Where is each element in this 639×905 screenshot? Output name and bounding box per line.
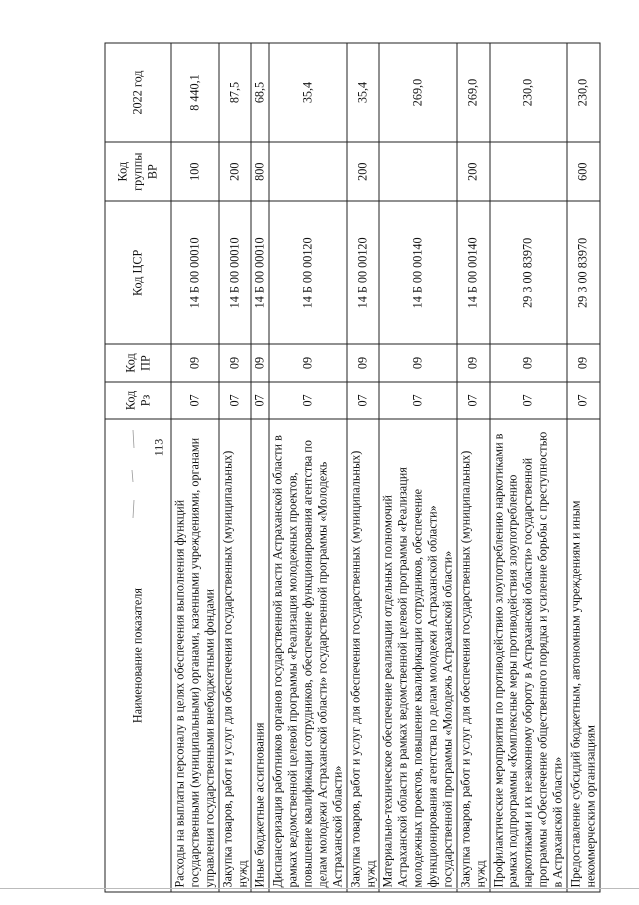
row-pr: 09 [171, 344, 219, 381]
row-pr: 09 [490, 344, 567, 381]
row-vr [490, 142, 567, 201]
row-amount: 230,0 [567, 43, 600, 142]
row-amount: 8 440,1 [171, 43, 219, 142]
row-vr [269, 142, 346, 201]
row-name: Расходы на выплаты персоналу в целях обеспечения выполнения функций государственными (муниципальными) органами, казенными учреждениями, органами управления государственными внебюджетными фондами [171, 419, 219, 892]
row-amount: 269,0 [379, 43, 456, 142]
row-rz: 07 [567, 381, 600, 418]
row-rz: 07 [379, 381, 456, 418]
table-header-row [105, 43, 171, 892]
budget-table [105, 42, 601, 892]
header-vr: Код группы ВР [105, 142, 171, 201]
row-rz: 07 [171, 381, 219, 418]
table-row [567, 43, 600, 892]
row-vr: 200 [219, 142, 252, 201]
row-amount: 35,4 [269, 43, 346, 142]
row-name: Иные бюджетные ассигнования [251, 419, 269, 892]
row-pr: 09 [347, 344, 380, 381]
row-amount: 230,0 [490, 43, 567, 142]
row-vr: 200 [347, 142, 380, 201]
row-amount: 35,4 [347, 43, 380, 142]
table-row [457, 43, 490, 892]
row-rz: 07 [269, 381, 346, 418]
row-csr: 29 3 00 83970 [490, 201, 567, 344]
header-rz: Код Рз [105, 381, 171, 418]
row-name: Профилактические мероприятия по противодействию злоупотреблению наркотиками в рамках подпрограммы «Комплексные меры противодействия злоупотреблению наркотиками и их незаконному обороту в Астраханской области» государственной программы «Обеспечение общественного порядка и усиление борьбы с преступностью в Астраханской области» [490, 419, 567, 892]
row-pr: 09 [269, 344, 346, 381]
row-csr: 14 Б 00 00010 [171, 201, 219, 344]
row-vr: 200 [457, 142, 490, 201]
row-name: Закупка товаров, работ и услуг для обеспечения государственных (муниципальных) нужд [457, 419, 490, 892]
row-name: Диспансеризация работников органов государственной власти Астраханской области в рамках ведомственной целевой программы «Реализация молодежных проектов, повышение квалификации сотрудников, обеспечение функционирования агентства по делам молодежи Астраханской области» государственной программы «Молодежь Астраханской области» [269, 419, 346, 892]
table-row [347, 43, 380, 892]
row-csr: 14 Б 00 00140 [457, 201, 490, 344]
row-csr: 14 Б 00 00120 [347, 201, 380, 344]
row-vr: 600 [567, 142, 600, 201]
row-name: Закупка товаров, работ и услуг для обеспечения государственных (муниципальных) нужд [219, 419, 252, 892]
row-amount: 68,5 [251, 43, 269, 142]
header-pr: Код ПР [105, 344, 171, 381]
row-rz: 07 [219, 381, 252, 418]
row-vr: 100 [171, 142, 219, 201]
row-rz: 07 [490, 381, 567, 418]
row-rz: 07 [457, 381, 490, 418]
row-pr: 09 [457, 344, 490, 381]
table-row [269, 43, 346, 892]
row-name: Предоставление субсидий бюджетным, автономным учреждениям и иным некоммерческим организациям [567, 419, 600, 892]
table-row [379, 43, 456, 892]
row-rz: 07 [347, 381, 380, 418]
table-row [219, 43, 252, 892]
page-number: 113 [151, 438, 166, 457]
row-pr: 09 [251, 344, 269, 381]
row-csr: 14 Б 00 00010 [219, 201, 252, 344]
header-year: 2022 год [105, 43, 171, 142]
row-name: Закупка товаров, работ и услуг для обеспечения государственных (муниципальных) нужд [347, 419, 380, 892]
table-row [171, 43, 219, 892]
row-csr: 14 Б 00 00140 [379, 201, 456, 344]
row-vr: 800 [251, 142, 269, 201]
row-vr [379, 142, 456, 201]
row-rz: 07 [251, 381, 269, 418]
row-csr: 14 Б 00 00120 [269, 201, 346, 344]
row-pr: 09 [219, 344, 252, 381]
table-row [251, 43, 269, 892]
scan-bottom-edge [0, 888, 639, 889]
row-amount: 87,5 [219, 43, 252, 142]
row-pr: 09 [567, 344, 600, 381]
header-name: Наименование показателя [105, 419, 171, 892]
table-row [490, 43, 567, 892]
row-csr: 29 3 00 83970 [567, 201, 600, 344]
row-csr: 14 Б 00 00010 [251, 201, 269, 344]
row-pr: 09 [379, 344, 456, 381]
row-amount: 269,0 [457, 43, 490, 142]
row-name: Материально-техническое обеспечение реализации отдельных полномочий Астраханской области в рамках ведомственной целевой программы «Реализация молодежных проектов, повышение квалификации сотрудников, обеспечение функционирования агентства по делам молодежи Астраханской области» государственной программы «Молодежь Астраханской области» [379, 419, 456, 892]
header-csr: Код ЦСР [105, 201, 171, 344]
rotated-table-wrapper [105, 42, 600, 892]
